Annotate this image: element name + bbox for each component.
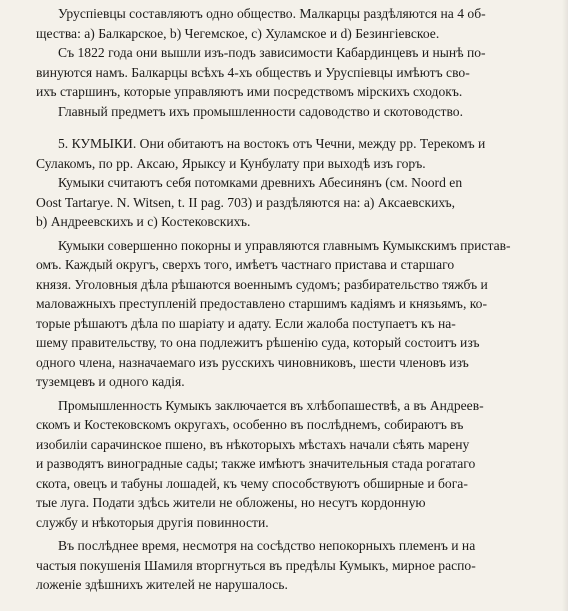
text-line: ложеніе здѣшнихъ жителей не нарушалось. — [36, 577, 288, 592]
text-line: Главный предметъ ихъ промышленности садоводство и скотоводство. — [58, 103, 463, 119]
paragraph-kumyki-section — [36, 134, 538, 232]
paragraph-kumyki-recent — [36, 536, 538, 595]
text-line: одного члена, назначаемаго изъ русскихъ чиновниковъ, шести членовъ изъ — [36, 354, 469, 370]
text-line: и разводятъ виноградные сады; также имѣютъ значительныя стада рогатаго — [36, 456, 476, 471]
text-line: Кумыки считаютъ себя потомками древнихъ Абесинянъ (см. Noord en — [58, 175, 463, 190]
text-line: князя. Уголовныя дѣла рѣшаются военнымъ судомъ; разбирательство тяжбъ и — [36, 276, 488, 292]
text-line: шему правительству, то она подлежитъ рѣшенію суда, который состоитъ изъ — [36, 335, 480, 350]
text-line: тые луга. Подати здѣсь жители не обложены, но несутъ кордонную — [36, 495, 426, 510]
text-line: щества: а) Балкарское, b) Чегемское, c) Хуламское и d) Безингіевское. — [36, 25, 440, 41]
paragraph-urusbievtsy — [36, 4, 538, 43]
text-line: скота, овецъ и табуны лошадей, къ чему способствуютъ обширные и бога- — [36, 475, 468, 491]
text-line: Сулакомъ, по рр. Аксаю, Ярыксу и Кунбулату при выходѣ изъ горъ. — [36, 155, 426, 171]
text-line: омъ. Каждый округъ, сверхъ того, имѣетъ частнаго пристава и старшаго — [36, 257, 455, 272]
paragraph-kumyki-governance — [36, 236, 538, 392]
text-line: частыя покушенія Шамиля вторгнуться въ предѣлы Кумыкъ, мирное распо- — [36, 557, 476, 573]
section-heading-line: 5. КУМЫКИ. Они обитаютъ на востокъ отъ Чечни, между рр. Терекомъ и — [58, 136, 486, 151]
text-line: Кумыки совершенно покорны и управляются главнымъ Кумыкскимъ пристав- — [58, 237, 511, 253]
page-edge-shadow — [562, 0, 568, 611]
text-line: изобиліи сарачинское пшено, въ нѣкоторыхъ мѣстахъ начали сѣять марену — [36, 436, 470, 452]
paragraph-balkartsy — [36, 43, 538, 121]
text-line: службу и нѣкоторыя другія повинности. — [36, 514, 269, 530]
text-line: торые рѣшаютъ дѣла по шаріату и адату. Если жалоба поступаетъ къ на- — [36, 315, 456, 331]
text-line: скомъ и Костековскомъ округахъ, особенно въ послѣднемъ, собираютъ въ — [36, 417, 464, 432]
text-line: маловажныхъ преступленій предоставлено старшимъ кадіямъ и князьямъ, ко- — [36, 296, 487, 311]
text-line: туземцевъ и одного кадія. — [36, 374, 185, 389]
text-line: Съ 1822 года они вышли изъ-подъ зависимости Кабардинцевъ и нынѣ по- — [58, 45, 486, 60]
text-line: Oost Tartarye. N. Witsen, t. II pag. 703) и раздѣляются на: а) Аксаевскихъ, — [36, 194, 456, 210]
paragraph-kumyki-industry — [36, 396, 538, 533]
text-line: Промышленность Кумыкъ заключается въ хлѣбопашествѣ, а въ Андреев- — [58, 397, 484, 413]
section-gap — [36, 121, 538, 134]
text-line: Уруспіевцы составляютъ одно общество. Малкарцы раздѣляются на 4 об- — [58, 6, 486, 21]
text-line: ихъ старшинъ, которые управляютъ ими посредствомъ мірскихъ сходокъ. — [36, 84, 463, 99]
text-line: винуются намъ. Балкарцы всѣхъ 4-хъ обществъ и Уруспіевцы имѣютъ сво- — [36, 64, 470, 80]
text-line: b) Андреевскихъ и c) Костековскихъ. — [36, 214, 251, 229]
text-line: Въ послѣднее время, несмотря на сосѣдство непокорныхъ племенъ и на — [58, 538, 476, 553]
